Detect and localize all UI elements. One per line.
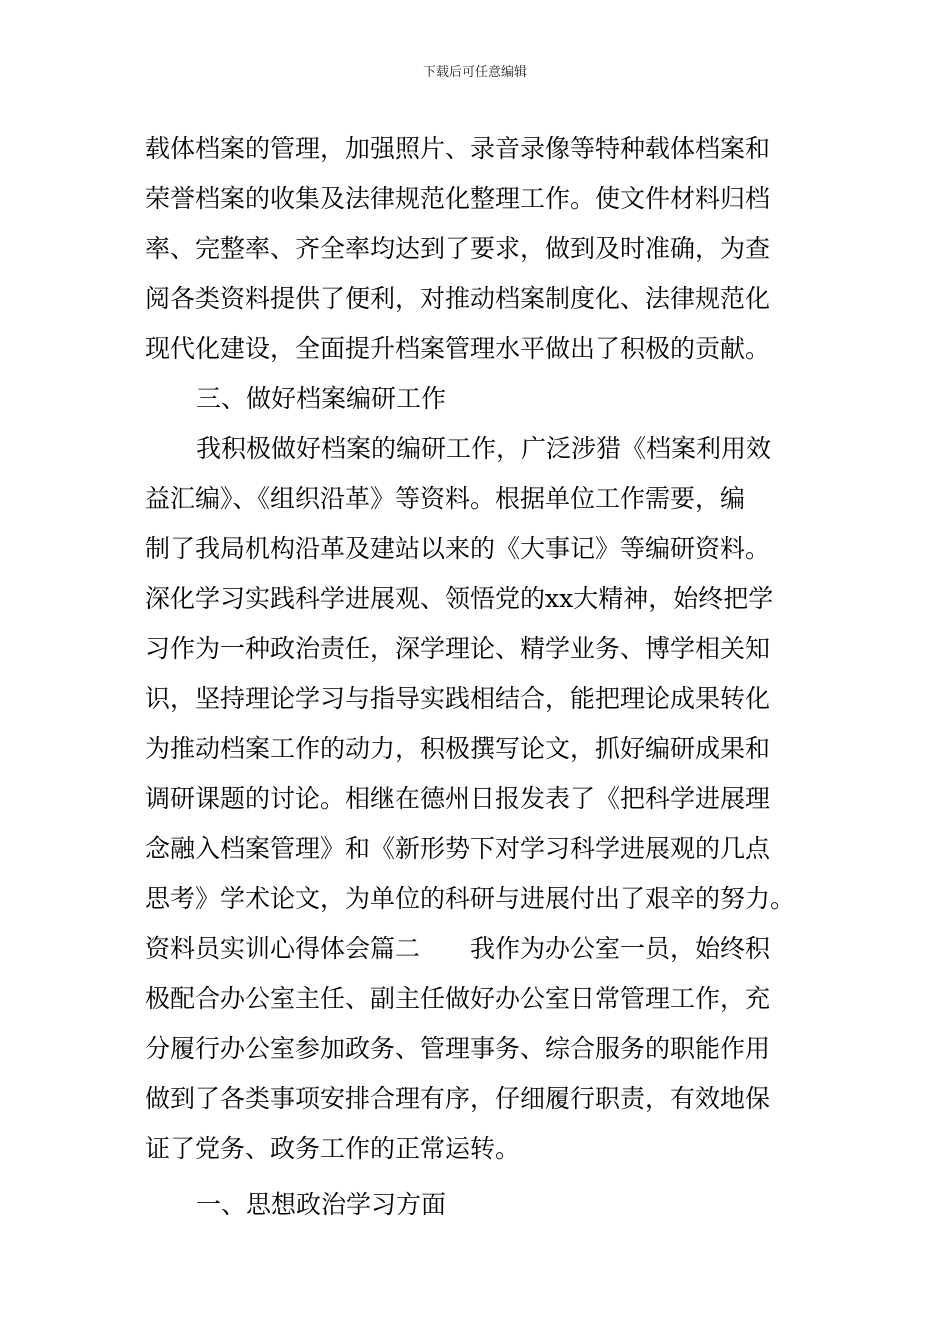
body-line: 资料员实训心得体会篇二 我作为办公室一员，始终积 [145, 934, 771, 963]
body-line: 载体档案的管理，加强照片、录音录像等特种载体档案和 [145, 134, 771, 163]
body-line: 识，坚持理论学习与指导实践相结合，能把理论成果转化 [145, 684, 771, 713]
body-line: 为推动档案工作的动力，积极撰写论文，抓好编研成果和 [145, 734, 771, 763]
body-line: 深化学习实践科学进展观、领悟党的xx大精神，始终把学 [145, 584, 774, 613]
body-line: 习作为一种政治责任，深学理论、精学业务、博学相关知 [145, 634, 771, 663]
body-line: 我积极做好档案的编研工作，广泛涉猎《档案利用效 [196, 434, 772, 463]
body-line: 极配合办公室主任、副主任做好办公室日常管理工作，充 [145, 984, 771, 1013]
body-line: 分履行办公室参加政务、管理事务、综合服务的职能作用 [145, 1034, 771, 1063]
section-heading: 三、做好档案编研工作 [196, 384, 447, 413]
body-line: 现代化建设，全面提升档案管理水平做出了积极的贡献。 [145, 334, 771, 363]
page-header: 下载后可任意编辑 [422, 65, 527, 80]
body-line: 荣誉档案的收集及法律规范化整理工作。使文件材料归档 [145, 184, 771, 213]
body-line: 做到了各类事项安排合理有序，仔细履行职责，有效地保 [145, 1084, 771, 1113]
section-heading: 一、思想政治学习方面 [196, 1190, 447, 1219]
body-line: 率、完整率、齐全率均达到了要求，做到及时准确，为查 [145, 234, 771, 263]
body-line: 调研课题的讨论。相继在德州日报发表了《把科学进展理 [145, 784, 771, 813]
body-line: 阅各类资料提供了便利，对推动档案制度化、法律规范化 [145, 284, 771, 313]
body-line: 念融入档案管理》和《新形势下对学习科学进展观的几点 [145, 834, 771, 863]
body-line: 益汇编》、《组织沿革》等资料。根据单位工作需要，编 [145, 484, 746, 513]
body-line: 制了我局机构沿革及建站以来的《大事记》等编研资料。 [145, 534, 771, 563]
body-line: 证了党务、政务工作的正常运转。 [145, 1134, 521, 1163]
document-body [145, 124, 825, 1230]
body-line: 思考》学术论文，为单位的科研与进展付出了艰辛的努力。 [145, 884, 796, 913]
